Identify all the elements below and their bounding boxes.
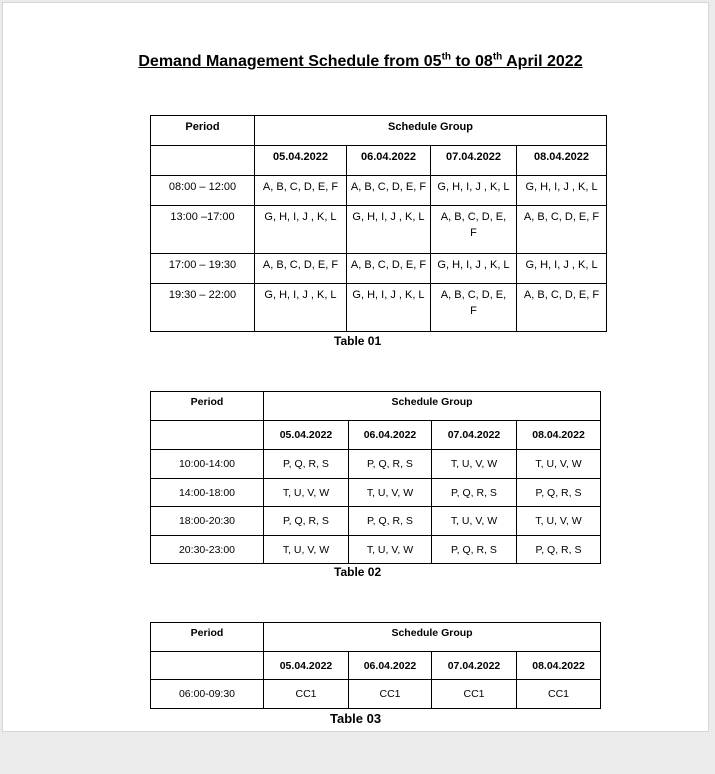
date-header: 06.04.2022 bbox=[347, 146, 431, 176]
period-cell: 19:30 – 22:00 bbox=[151, 284, 255, 332]
period-cell: 10:00-14:00 bbox=[151, 450, 264, 479]
table-02-caption: Table 02 bbox=[334, 565, 382, 579]
period-cell: 20:30-23:00 bbox=[151, 536, 264, 564]
date-header: 05.04.2022 bbox=[264, 421, 349, 450]
period-header: Period bbox=[151, 392, 264, 421]
date-header: 07.04.2022 bbox=[431, 146, 517, 176]
group-cell: G, H, I, J , K, L bbox=[517, 254, 607, 284]
table-row bbox=[151, 176, 607, 206]
table-row bbox=[151, 450, 601, 479]
group-cell: A, B, C, D, E, F bbox=[517, 206, 607, 254]
date-header: 05.04.2022 bbox=[264, 652, 349, 680]
group-cell: T, U, V, W bbox=[432, 507, 517, 536]
group-cell: G, H, I, J , K, L bbox=[517, 176, 607, 206]
group-cell: G, H, I, J , K, L bbox=[347, 284, 431, 332]
schedule-group-header: Schedule Group bbox=[264, 392, 601, 421]
table-01-caption: Table 01 bbox=[334, 334, 382, 348]
group-cell: T, U, V, W bbox=[517, 507, 601, 536]
period-header: Period bbox=[151, 623, 264, 652]
group-cell: P, Q, R, S bbox=[264, 450, 349, 479]
group-cell: P, Q, R, S bbox=[517, 536, 601, 564]
table-03-caption: Table 03 bbox=[330, 711, 382, 726]
document-title: Demand Management Schedule from 05th to 08th April 2022 bbox=[138, 51, 583, 70]
empty-cell bbox=[151, 652, 264, 680]
group-cell: P, Q, R, S bbox=[264, 507, 349, 536]
group-cell: A, B, C, D, E, F bbox=[517, 284, 607, 332]
date-header: 06.04.2022 bbox=[349, 652, 432, 680]
schedule-table-03 bbox=[150, 622, 601, 709]
group-cell: P, Q, R, S bbox=[432, 536, 517, 564]
group-cell: A, B, C, D, E, F bbox=[347, 176, 431, 206]
group-cell: A, B, C, D, E, F bbox=[255, 176, 347, 206]
group-cell: A, B, C, D, E, F bbox=[431, 206, 517, 254]
group-cell: A, B, C, D, E, F bbox=[347, 254, 431, 284]
group-cell: T, U, V, W bbox=[517, 450, 601, 479]
period-cell: 13:00 –17:00 bbox=[151, 206, 255, 254]
period-cell: 14:00-18:00 bbox=[151, 479, 264, 507]
group-cell: T, U, V, W bbox=[432, 450, 517, 479]
group-cell: G, H, I, J , K, L bbox=[431, 254, 517, 284]
group-cell: A, B, C, D, E, F bbox=[431, 284, 517, 332]
period-header: Period bbox=[151, 116, 255, 146]
group-cell: P, Q, R, S bbox=[349, 450, 432, 479]
table-row bbox=[151, 206, 607, 254]
group-cell: CC1 bbox=[432, 680, 517, 709]
table-row bbox=[151, 479, 601, 507]
date-header: 08.04.2022 bbox=[517, 421, 601, 450]
group-cell: CC1 bbox=[349, 680, 432, 709]
schedule-group-header: Schedule Group bbox=[255, 116, 607, 146]
group-cell: T, U, V, W bbox=[349, 536, 432, 564]
table-row bbox=[151, 680, 601, 709]
empty-cell bbox=[151, 146, 255, 176]
table-row bbox=[151, 536, 601, 564]
date-header: 07.04.2022 bbox=[432, 652, 517, 680]
group-cell: G, H, I, J , K, L bbox=[431, 176, 517, 206]
date-header: 06.04.2022 bbox=[349, 421, 432, 450]
group-cell: P, Q, R, S bbox=[432, 479, 517, 507]
group-cell: CC1 bbox=[264, 680, 349, 709]
group-cell: A, B, C, D, E, F bbox=[255, 254, 347, 284]
date-header: 05.04.2022 bbox=[255, 146, 347, 176]
group-cell: T, U, V, W bbox=[264, 536, 349, 564]
group-cell: G, H, I, J , K, L bbox=[347, 206, 431, 254]
group-cell: CC1 bbox=[517, 680, 601, 709]
schedule-table-01 bbox=[150, 115, 607, 332]
period-cell: 17:00 – 19:30 bbox=[151, 254, 255, 284]
table-row bbox=[151, 507, 601, 536]
period-cell: 18:00-20:30 bbox=[151, 507, 264, 536]
group-cell: G, H, I, J , K, L bbox=[255, 284, 347, 332]
group-cell: T, U, V, W bbox=[264, 479, 349, 507]
table-row bbox=[151, 284, 607, 332]
period-cell: 08:00 – 12:00 bbox=[151, 176, 255, 206]
empty-cell bbox=[151, 421, 264, 450]
period-cell: 06:00-09:30 bbox=[151, 680, 264, 709]
group-cell: G, H, I, J , K, L bbox=[255, 206, 347, 254]
date-header: 08.04.2022 bbox=[517, 146, 607, 176]
date-header: 08.04.2022 bbox=[517, 652, 601, 680]
group-cell: T, U, V, W bbox=[349, 479, 432, 507]
group-cell: P, Q, R, S bbox=[517, 479, 601, 507]
date-header: 07.04.2022 bbox=[432, 421, 517, 450]
table-row bbox=[151, 254, 607, 284]
group-cell: P, Q, R, S bbox=[349, 507, 432, 536]
schedule-table-02 bbox=[150, 391, 601, 564]
schedule-group-header: Schedule Group bbox=[264, 623, 601, 652]
